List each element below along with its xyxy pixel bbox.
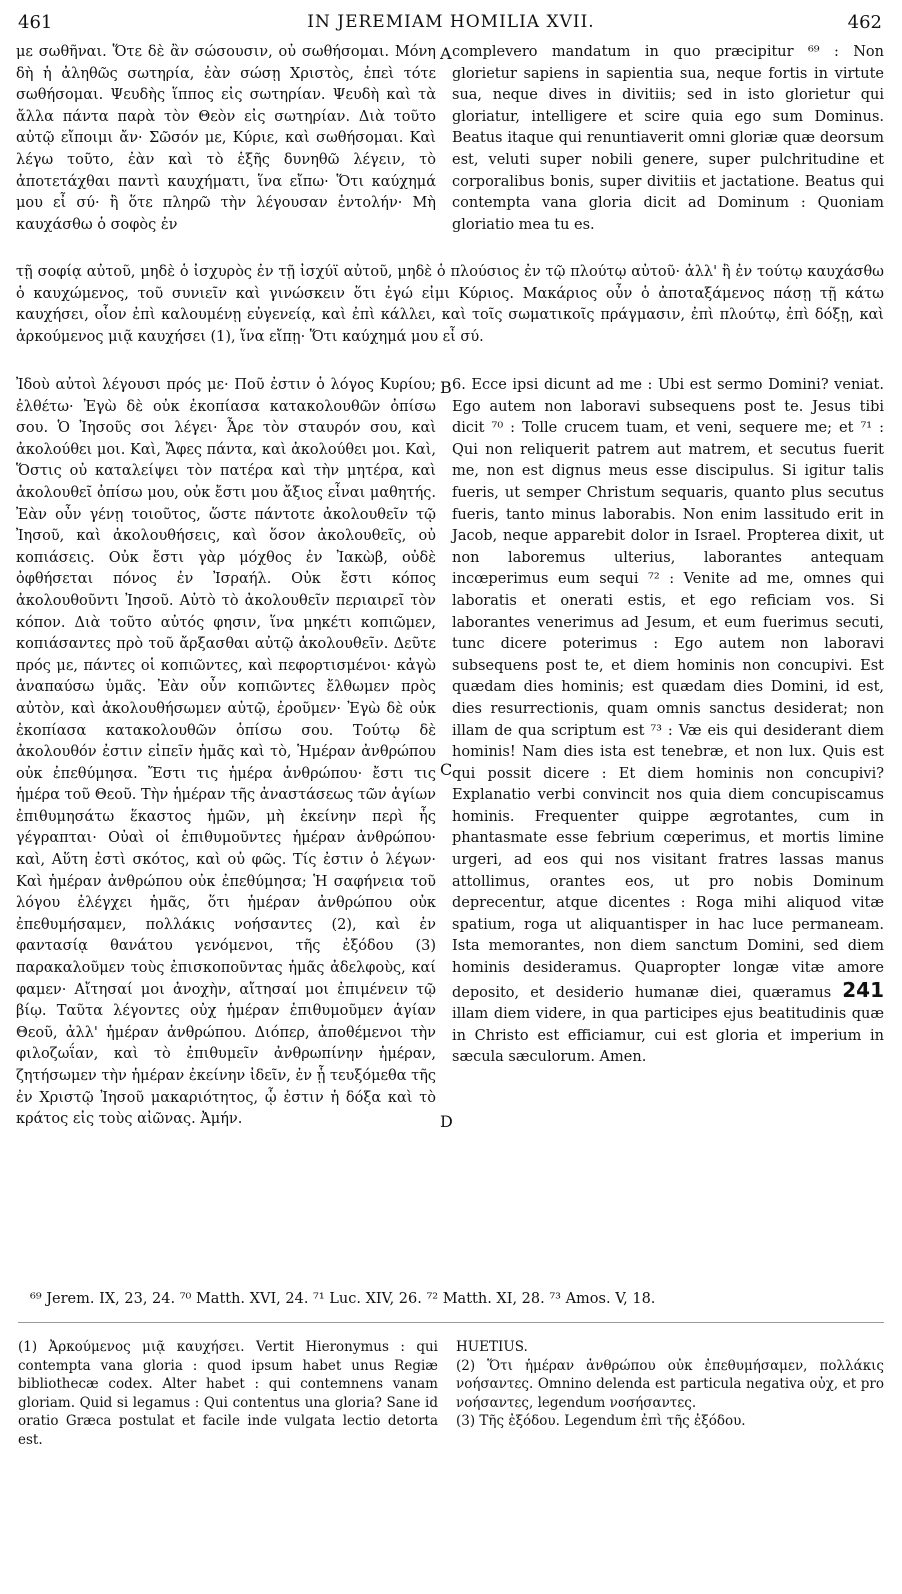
note-2: (2) Ὅτι ἡμέραν ἀνθρώπου οὐκ ἐπεθυμήσαμεν, πολλάκις νοήσαντες. Omnino delenda est particula negativa οὐχ, et pro νοήσαντες, legendum νοσήσαντες.: [456, 1357, 884, 1411]
latin-column-block-2: [452, 375, 884, 1069]
latin-paragraph-2: [452, 375, 884, 1069]
greek-paragraph-2: Ἰδοὺ αὐτοὶ λέγουσι πρός με· Ποῦ ἐστιν ὁ λόγος Κυρίου; ἐλθέτω· Ἐγὼ δὲ οὐκ ἐκοπίασα κατακολουθῶν ὀπίσω σου. Ὁ Ἰησοῦς σοι λέγει· Ἆρε τὸν σταυρόν σου, καὶ ἀκολούθει μοι. Καὶ, Ἄφες πάντα, καὶ ἀκολούθει μοι. Καὶ, Ὅστις οὐ καταλείψει τὸν πατέρα καὶ τὴν μητέρα, καὶ ἀκολουθεῖ ὀπίσω μου, οὐκ ἔστι μου ἄξιος εἶναι μαθητής. Ἐὰν οὖν γένῃ τοιοῦτος, ὥστε πάντοτε ἀκολουθεῖν τῷ Ἰησοῦ, καὶ ἀκολουθήσεις, καὶ ὅσον ἀκολουθεῖς, οὐ κοπιάσεις. Οὐκ ἔστι γὰρ μόχθος ἐν Ἰακὼβ, οὐδὲ ὀφθήσεται πόνος ἐν Ἰσραήλ. Οὐκ ἔστι κόπος ἀκολουθοῦντι Ἰησοῦ. Αὐτὸ τὸ ἀκολουθεῖν περιαιρεῖ τὸν κόπον. Διὰ τοῦτο αὐτός φησιν, ἵνα μηκέτι κοπιῶμεν, κοπιάσαντες πρὸ τοῦ ἄρξασθαι αὐτῷ ἀκολουθεῖν. Δεῦτε πρός με, πάντες οἱ κοπιῶντες, καὶ πεφορτισμένοι· κἀγὼ ἀναπαύσω ὑμᾶς. Ἐὰν οὖν κοπιῶντες ἔλθωμεν πρὸς αὐτὸν, καὶ ἀκολουθήσωμεν αὐτῷ, ἐροῦμεν· Ἐγὼ δὲ οὐκ ἐκοπίασα κατακολουθῶν ὀπίσω σου. Τούτῳ δὲ ἀκολουθόν ἐστιν εἰπεῖν ἡμᾶς καὶ τὸ, Ἡμέραν ἀνθρώπου οὐκ ἐπεθύμησα. Ἔστι τις ἡμέρα ἀνθρώπου· ἔστι τις ἡμέρα τοῦ Θεοῦ. Τὴν ἡμέραν τῆς ἀναστάσεως τῶν ἁγίων ἐπιθυμησάτω ἕκαστος ἡμῶν, μὴ ἐκείνην περὶ ἧς γέγραπται· Οὐαὶ οἱ ἐπιθυμοῦντες ἡμέραν ἀνθρώπου· καὶ, Αὕτη ἐστὶ σκότος, καὶ οὐ φῶς. Τίς ἐστιν ὁ λέγων· Καὶ ἡμέραν ἀνθρώπου οὐκ ἐπεθύμησα; Ἡ σαφήνεια τοῦ λόγου ἐλέγχει ἡμᾶς, ὅτι ἡμέραν ἀνθρώπου οὐκ ἐπεθυμήσαμεν, πολλάκις νοήσαντες (2), καὶ ἐν φαντασίᾳ θανάτου γενόμενοι, τῆς ἐξόδου (3) παρακαλοῦμεν τοὺς ἐπισκοποῦντας ἡμᾶς ἀδελφοὺς, καί φαμεν· Αἴτησαί μοι ἀνοχὴν, αἴτησαί μοι ἐπιμένειν τῷ βίῳ. Ταῦτα λέγοντες οὐχ ἡμέραν ἐπιθυμοῦμεν ἁγίαν Θεοῦ, ἀλλ' ἡμέραν ἀνθρώπου. Διόπερ, ἀποθέμενοι τὴν φιλοζωΐαν, καὶ τὸ ἐπιθυμεῖν ἀνθρωπίνην ἡμέραν, ζητήσωμεν τὴν ἡμέραν ἐκείνην ἰδεῖν, ἐν ᾗ τευξόμεθα τῆς ἐν Χριστῷ Ἰησοῦ μακαριότητος, ᾧ ἐστιν ἡ δόξα καὶ τὸ κράτος εἰς τοὺς αἰῶνας. Ἀμήν.: [16, 377, 436, 1128]
running-header: [0, 8, 902, 34]
page-title: IN JEREMIAM HOMILIA XVII.: [307, 12, 595, 32]
latin-column-block-1: [452, 42, 884, 236]
note-author: HUETIUS.: [456, 1339, 528, 1355]
note-1: (1) Ἀρκούμενος μιᾷ καυχήσει. Vertit Hieronymus : qui contempta vana gloria : quod ipsum habet unus Regiæ bibliothecæ codex. Alter habet : qui contemnens vanam gloriam. Quid si legamus : Qui contentus una gloria? Sane id oratio Græca postulat et facile inde vulgata lectio detorta est.: [18, 1339, 438, 1448]
column-number: 241: [842, 977, 884, 1002]
greek-column-block-1: [16, 42, 436, 236]
latin-paragraph: complevero mandatum in quo præcipitur ⁶⁹ : Non glorietur sapiens in sapientia sua, neque fortis in virtute sua, neque dives in divitiis; sed in isto glorietur qui gloriatur, intelligere et scire quia ego sum Dominus. Beatus itaque qui renuntiaverit omni gloriæ quæ deorsum est, veluti super nobili genere, super pulchritudine et corporalibus bonis, super divitiis et jactatione. Beatus qui contempta vana gloria dicit ad Dominum : Quoniam gloriatio mea tu es.: [452, 44, 884, 233]
footnote-divider: [18, 1322, 884, 1323]
footnote-right: [456, 1338, 884, 1431]
greek-column-block-2: [16, 375, 436, 1131]
margin-marker-b: B: [440, 378, 452, 397]
scripture-references: ⁶⁹ Jerem. IX, 23, 24. ⁷⁰ Matth. XVI, 24. ⁷¹ Luc. XIV, 26. ⁷² Matth. XI, 28. ⁷³ Amos. V, 18.: [30, 1291, 656, 1307]
margin-marker-c: C: [440, 760, 453, 779]
margin-marker-a: A: [440, 44, 452, 63]
page-number-right: 462: [847, 12, 882, 33]
latin-text-part-a: 6. Ecce ipsi dicunt ad me : Ubi est sermo Domini? veniat. Ego autem non laboravi subsequens post te. Jesus tibi dicit ⁷⁰ : Tolle crucem tuam, et veni, sequere me; et ⁷¹ : Qui non reliquerit patrem aut matrem, et secutus fuerit me, non est dignus meus esse discipulus. Si igitur talis fueris, ut semper Christum sequaris, quanto plus secutus fueris, tanto minus laborabis. Non enim lassitudo erit in Jacob, neque apparebit dolor in Israel. Propterea dixit, ut non laboremus ulterius, laborantes antequam incœperimus eum sequi ⁷² : Venite ad me, omnes qui laboratis et onerati estis, et ego reficiam vos. Si laborantes venerimus ad Jesum, et eum fuerimus secuti, tunc dicere poterimus : Ego autem non laboravi subsequens post te, et diem hominis non concupivi. Est quædam dies hominis; est quædam dies Domini, id est, dies resurrectionis, quam omnis sanctus desiderat; non illam de qua scriptum est ⁷³ : Væ eis qui desiderant diem hominis! Nam dies ista est tenebræ, et non lux. Quis est qui possit dicere : Et diem hominis non concupivi? Explanatio verbi convincit nos quia diem concupiscamus hominis. Frequenter quippe ægrotantes, cum in phantasmate esse febrium cœperimus, et mortis limine urgeri, ad eos qui nos visitant fratres lassas manus attollimus, orantes eos, ut pro nobis Dominum deprecentur, atque dicentes : Roga mihi aliquod vitæ spatium, roga ut aliquantisper in hac luce permaneam. Ista memorantes, non diem sanctum Domini, sed diem hominis desideramus. Quapropter longæ vitæ amore deposito, et desiderio humanæ diei, quæramus: [452, 377, 884, 1001]
margin-marker-d: D: [440, 1112, 453, 1131]
page-number-left: 461: [18, 12, 53, 33]
greek-paragraph: με σωθῆναι. Ὅτε δὲ ἂν σώσουσιν, οὐ σωθήσομαι. Μόνη δὴ ἡ ἀληθῶς σωτηρία, ἐὰν σώσῃ Χριστὸς, ἐπεὶ τότε σωθήσομαι. Ψευδὴς ἵππος εἰς σωτηρίαν. Ψευδὴ καὶ τὰ ἄλλα πάντα παρὰ τὸν Θεὸν εἰς σωτηρίαν. Διὰ τοῦτο αὐτῷ εἴποιμι ἄν· Σῶσόν με, Κύριε, καὶ σωθήσομαι. Καὶ λέγω τοῦτο, ἐὰν καὶ τὸ ἑξῆς δυνηθῶ λέγειν, τὸ ἀποτετάχθαι παντὶ καυχήματι, ἵνα εἴπω· Ὅτι καύχημά μου εἶ σύ· ἢ ὅτε πληρῶ τὴν λέγουσαν ἐντολήν· Μὴ καυχάσθω ὁ σοφὸς ἐν: [16, 44, 436, 233]
greek-full-width-passage: [16, 262, 884, 348]
footnote-left: [18, 1338, 438, 1449]
latin-text-part-b: illam diem videre, in qua participes ejus beatitudinis quæ in Christo est efficiamur, cui est gloria et imperium in sæcula sæculorum. Amen.: [452, 1006, 884, 1066]
greek-full-paragraph: τῇ σοφίᾳ αὐτοῦ, μηδὲ ὁ ἰσχυρὸς ἐν τῇ ἰσχύϊ αὐτοῦ, μηδὲ ὁ πλούσιος ἐν τῷ πλούτῳ αὐτοῦ· ἀλλ' ἢ ἐν τούτῳ καυχάσθω ὁ καυχώμενος, τοῦ συνιεῖν καὶ γινώσκειν ὅτι ἐγώ εἰμι Κύριος. Μακάριος οὖν ὁ ἀποταξάμενος πάσῃ τῇ κάτω καυχήσει, οἷον ἐπὶ καλουμένῃ εὐγενείᾳ, καὶ ἐπὶ κάλλει, καὶ τοῖς σωματικοῖς πράγμασιν, ἐπὶ πλούτῳ, ἐπὶ δόξῃ, καὶ ἀρκούμενος μιᾷ καυχήσει (1), ἵνα εἴπῃ· Ὅτι καύχημά μου εἶ σύ.: [16, 264, 884, 345]
note-3: (3) Τῆς ἐξόδου. Legendum ἐπὶ τῆς ἐξόδου.: [456, 1413, 746, 1429]
